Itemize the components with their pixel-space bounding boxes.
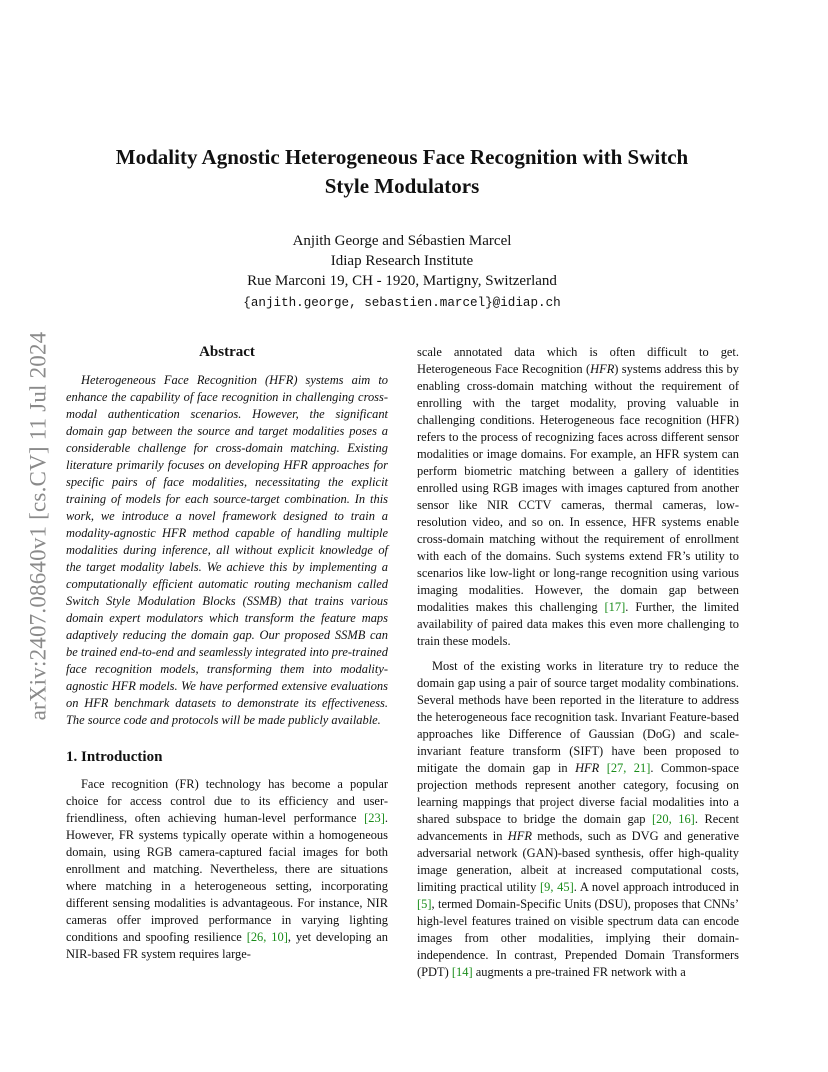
title-line-2: Style Modulators bbox=[324, 174, 480, 198]
right-p1-text-2: ) systems address this by enabling cross-domain matching without the requirement of enrolling with the target modality, proving valuable in challenging conditions. Heterogeneous face recognition (HFR) refers to the process of recognizing faces across different sensor modalities or image domains. For example, an HFR system can perform biometric matching between a gallery of identities enrolled using RGB images with images captured from another sensor like NIR CCTV cameras, thermal cameras, low-resolution video, and so on. In essence, HFR systems enable cross-domain matching without the requirement of enrollment with each of the domains. Such systems extend FR’s utility to scenarios like low-light or long-range recognition using various imaging modalities. However, the domain gap between modalities makes this challenging bbox=[417, 362, 739, 614]
citation-link[interactable]: [14] bbox=[451, 965, 473, 979]
citation-link[interactable]: [5] bbox=[417, 897, 432, 911]
author-address: Rue Marconi 19, CH - 1920, Martigny, Switzerland bbox=[247, 273, 557, 289]
right-p2-text-7: augments a pre-trained FR network with a bbox=[472, 965, 686, 979]
left-column bbox=[66, 343, 388, 963]
abstract-heading: Abstract bbox=[199, 344, 255, 360]
hfr-italic: HFR bbox=[507, 829, 532, 843]
citation-link[interactable]: [9, 45] bbox=[540, 880, 574, 894]
right-p1-text-3: . Further, the limited availability of paired data makes this even more challenging to train these models. bbox=[417, 600, 739, 648]
citation-link[interactable]: [27, 21] bbox=[606, 761, 651, 775]
right-p1-text-1: scale annotated data which is often difficult to get. Heterogeneous Face Recognition ( bbox=[417, 345, 739, 376]
citation-link[interactable]: [20, 16] bbox=[652, 812, 695, 826]
intro-p1-text-2: . However, FR systems typically operate within a homogeneous domain, using RGB camera-captured facial images for both enrollment and matching. Nevertheless, there are situations where matching in a heterogeneous setting, incorporating different sensing modalities is advantageous. For instance, NIR cameras offer improved performance in varying lighting conditions and spoofing resilience bbox=[66, 811, 388, 944]
right-p2-text-2: . Common-space projection methods represent another category, focusing on learning mappings that project diverse facial modalities into a shared subspace to bridge the domain gap bbox=[417, 761, 739, 826]
hfr-italic: HFR bbox=[575, 761, 600, 775]
right-p2-text-4: methods, such as DVG and generative adversarial network (GAN)-based synthesis, offer high-quality image generation, albeit at increased computational costs, limiting practical utility bbox=[417, 829, 739, 894]
author-affiliation: Idiap Research Institute bbox=[330, 253, 474, 269]
hfr-italic: HFR bbox=[590, 362, 615, 376]
author-block bbox=[70, 231, 734, 314]
citation-link[interactable]: [17] bbox=[604, 600, 626, 614]
title-line-1: Modality Agnostic Heterogeneous Face Recognition with Switch bbox=[115, 145, 689, 169]
intro-paragraph-2 bbox=[417, 658, 739, 981]
paper-title bbox=[70, 143, 734, 201]
introduction-heading: 1. Introduction bbox=[66, 749, 163, 765]
arxiv-identifier-text: arXiv:2407.08640v1 [cs.CV] 11 Jul 2024 bbox=[25, 331, 50, 721]
citation-link[interactable]: [26, 10] bbox=[246, 930, 288, 944]
author-names: Anjith George and Sébastien Marcel bbox=[292, 233, 512, 249]
arxiv-identifier-stamp bbox=[18, 296, 58, 756]
right-p2-text-1: Most of the existing works in literature try to reduce the domain gap using a pair of source target modality combinations. Several methods have been reported in the literature to address the heterogeneous face recognition task. Invariant Feature-based approaches like Difference of Gaussian (DoG) and scale-invariant feature transform (SIFT) have been proposed to mitigate the domain gap in bbox=[417, 659, 739, 775]
intro-paragraph-1-continued bbox=[417, 344, 739, 650]
citation-link[interactable]: [23] bbox=[364, 811, 385, 825]
intro-paragraph-1 bbox=[66, 776, 388, 963]
author-email: {anjith.george, sebastien.marcel}@idiap.ch bbox=[243, 296, 561, 310]
right-p2-text-5: . A novel approach introduced in bbox=[573, 880, 739, 894]
intro-p1-text-3: , yet developing an NIR-based FR system requires large- bbox=[66, 930, 388, 961]
right-p2-text-3: . Recent advancements in bbox=[417, 812, 740, 843]
right-column bbox=[417, 344, 739, 981]
intro-p1-text-1: Face recognition (FR) technology has become a popular choice for access control due to its efficiency and user-friendliness, often achieving human-level performance bbox=[66, 777, 388, 825]
right-p2-text-6: , termed Domain-Specific Units (DSU), proposes that CNNs’ high-level features trained on visible spectrum data can encode images from other modalities, implying their domain-independence. In contrast, Prepended Domain Transformers (PDT) bbox=[417, 897, 739, 979]
abstract-text: Heterogeneous Face Recognition (HFR) systems aim to enhance the capability of face recognition in challenging cross-modal authentication scenarios. However, the significant domain gap between the source and target modalities poses a considerable challenge for cross-domain matching. Existing literature primarily focuses on developing HFR approaches for specific pairs of face modalities, necessitating the explicit training of models for each source-target combination. In this work, we introduce a novel framework designed to train a modality-agnostic HFR method capable of handling multiple modalities during inference, all without explicit knowledge of the target modality labels. We achieve this by implementing a computationally efficient automatic routing mechanism called Switch Style Modulation Blocks (SSMB) that trains various domain expert modulators which transform the feature maps adaptively reducing the domain gap. Our proposed SSMB can be trained end-to-end and seamlessly integrated into pre-trained face recognition models, transforming them into modality-agnostic HFR models. We have performed extensive evaluations on HFR benchmark datasets to demonstrate its effectiveness. The source code and protocols will be made publicly available. bbox=[66, 373, 388, 727]
